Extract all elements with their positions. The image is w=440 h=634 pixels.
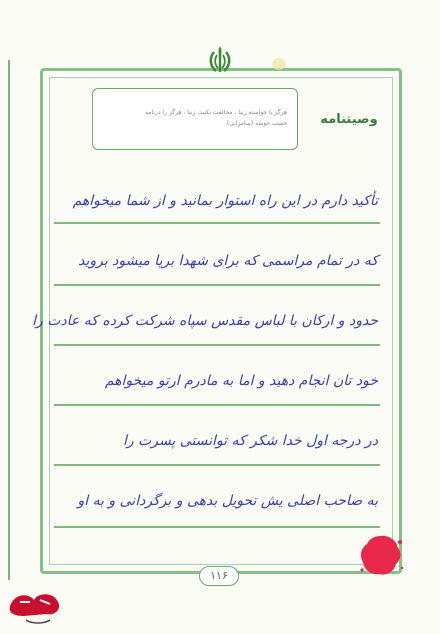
ruled-line: [54, 284, 380, 286]
watermark-logo: [4, 586, 68, 630]
ruled-line: [54, 344, 380, 346]
red-stamp-blot: [356, 530, 406, 580]
quote-line-1: هرگز با خواسته زنیا ، مخالفت نکنید، زنیا ، هرگز را درنامه: [145, 109, 287, 116]
handwritten-line-1: تأکید دارم در این راه استوار بمانید و از شما میخواهم: [72, 193, 378, 209]
quote-line-2: حسب خوشه (سامرانی): [226, 120, 287, 127]
iran-emblem-icon: [206, 44, 234, 76]
ruled-line: [54, 222, 380, 224]
handwritten-line-2: که در تمام مراسمی که برای شهدا برپا میشود بروید: [78, 253, 378, 269]
handwritten-line-6: به صاحب اصلی یش تحویل بدهی و برگردانی و به او: [77, 493, 378, 509]
quote-box: [92, 88, 298, 150]
ruled-line: [54, 464, 380, 466]
page-number: ۱۱۶: [199, 566, 239, 586]
handwritten-line-4: خود تان انجام دهید و اما به مادرم ارتو میخواهم: [104, 373, 378, 389]
handwritten-line-3: حدود و ارکان با لباس مقدس سپاه شرکت کرده که عادت را: [32, 313, 378, 329]
ruled-line: [54, 526, 380, 528]
ruled-line: [54, 404, 380, 406]
handwritten-line-5: در درجه اول خدا شکر که توانستی پسرت را: [122, 433, 378, 449]
binding-edge: [0, 60, 10, 580]
page-title: وصیتنامه: [320, 112, 378, 127]
paper-stain: [272, 58, 286, 70]
